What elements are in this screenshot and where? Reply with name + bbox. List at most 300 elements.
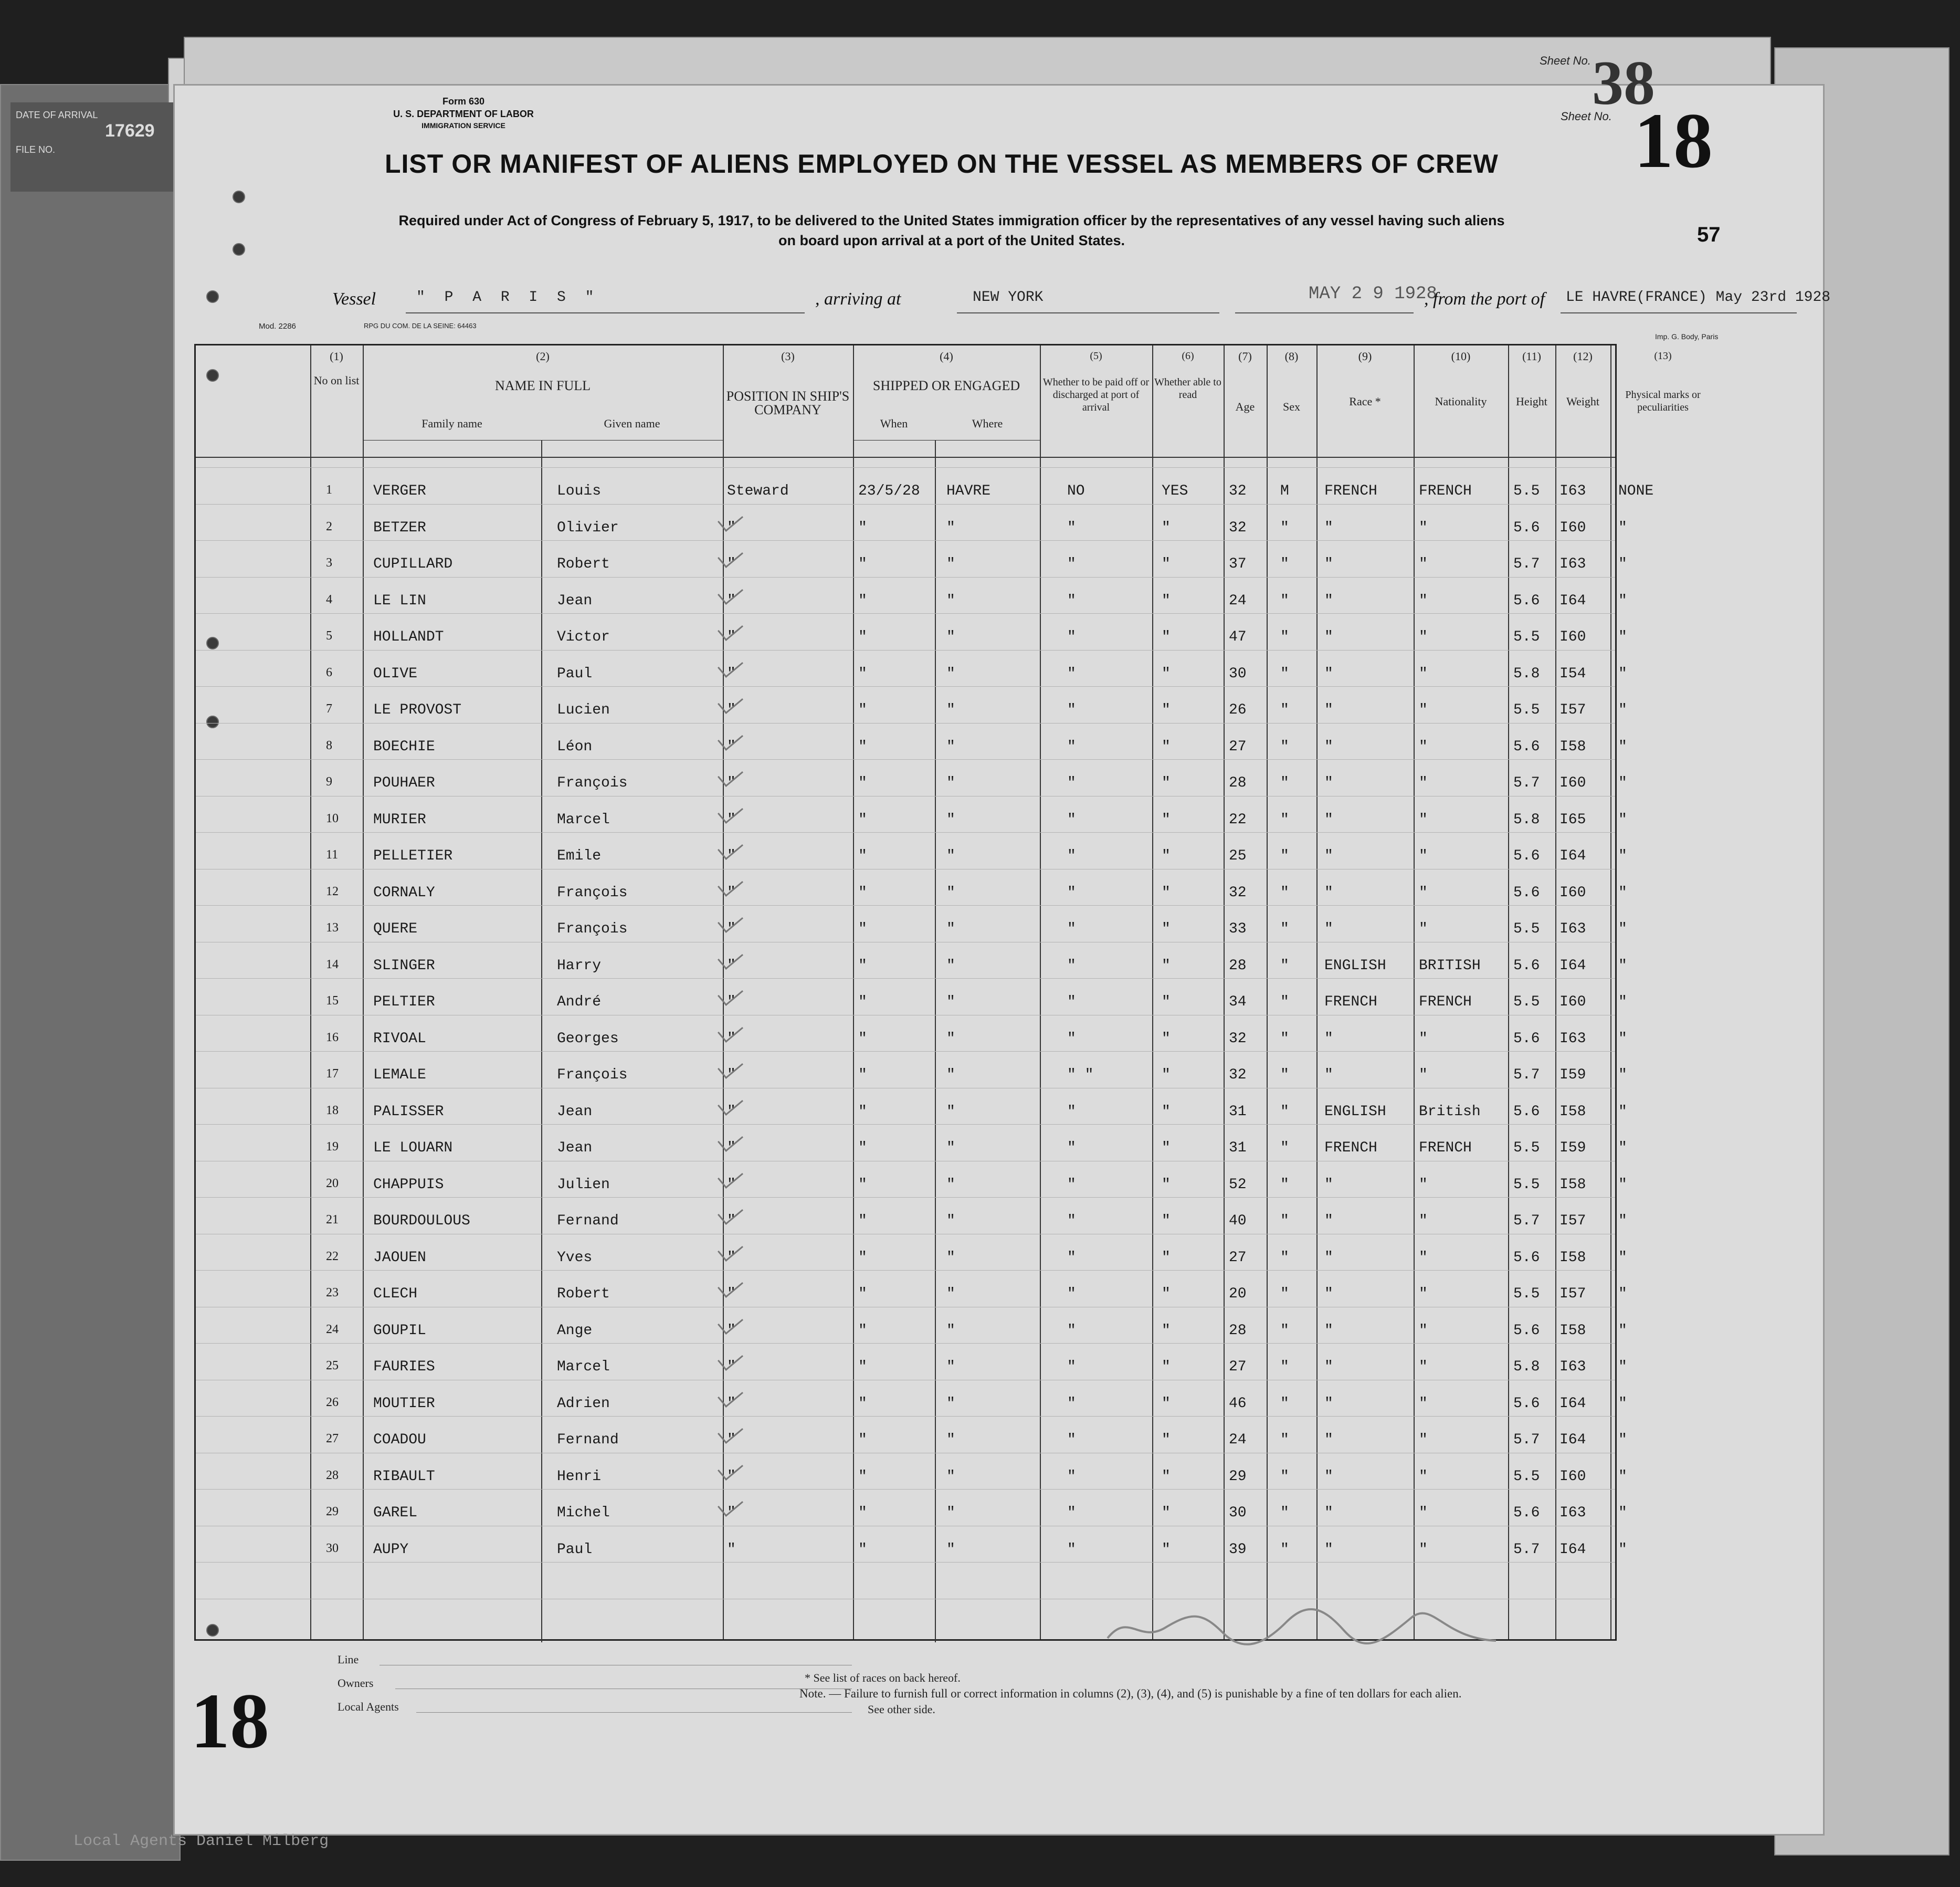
cell-paid: " [1067,738,1076,755]
cell-nationality: " [1419,811,1428,828]
cell-race: " [1324,921,1333,937]
cell-race: " [1324,1030,1333,1047]
cell-race: " [1324,1067,1333,1083]
cell-where: " [946,1468,955,1485]
cell-no: 26 [326,1395,339,1409]
cell-age: 31 [1229,1103,1247,1120]
cell-when: " [858,1505,867,1521]
cell-marks: " [1618,1432,1627,1448]
cell-weight: I58 [1559,738,1586,755]
cell-no: 20 [326,1176,339,1190]
cell-weight: I59 [1559,1067,1586,1083]
cell-age: 27 [1229,738,1247,755]
vessel-row [332,284,1831,316]
cell-no: 6 [326,665,332,679]
cell-read: " [1162,556,1171,572]
cell-family: BETZER [373,519,426,536]
cell-nationality: " [1419,629,1428,645]
stamp-date-label: DATE OF ARRIVAL [16,110,98,120]
cell-paid: " [1067,665,1076,682]
cell-weight: I64 [1559,957,1586,974]
cell-sex: " [1280,629,1289,645]
cell-age: 39 [1229,1541,1247,1558]
cell-height: 5.5 [1513,921,1540,937]
col7-label: Age [1235,400,1255,413]
cell-race: " [1324,1432,1333,1448]
cell-weight: I57 [1559,702,1586,718]
cell-nationality: " [1419,884,1428,901]
cell-age: 30 [1229,1505,1247,1521]
cell-when: " [858,1176,867,1193]
cell-weight: I58 [1559,1249,1586,1266]
cell-no: 27 [326,1432,339,1445]
cell-race: " [1324,702,1333,718]
cell-when: " [858,994,867,1010]
cell-read: " [1162,629,1171,645]
cell-race: FRENCH [1324,994,1377,1010]
cell-position: " [727,1140,736,1156]
cell-nationality: FRENCH [1419,483,1472,499]
cell-given: Jean [557,1140,593,1156]
cell-sex: " [1280,884,1289,901]
cell-paid: " [1067,1249,1076,1266]
cell-read: " [1162,519,1171,536]
cell-weight: I63 [1559,921,1586,937]
cell-age: 33 [1229,921,1247,937]
cell-race: ENGLISH [1324,1103,1386,1120]
cell-given: Lucien [557,702,610,718]
cell-marks: " [1618,629,1627,645]
cell-height: 5.7 [1513,1432,1540,1448]
cell-weight: I65 [1559,811,1586,828]
col2-header [363,350,723,393]
cell-sex: " [1280,1322,1289,1339]
cell-where: " [946,1103,955,1120]
cell-race: " [1324,1176,1333,1193]
cell-family: LE PROVOST [373,702,462,718]
cell-when: " [858,775,867,791]
col11-num: (11) [1522,350,1541,363]
stamp-file-label: FILE NO. [16,144,56,155]
cell-race: " [1324,1541,1333,1558]
cell-age: 32 [1229,483,1247,499]
cell-nationality: " [1419,1395,1428,1412]
cell-given: Olivier [557,519,619,536]
table-row [196,957,1627,994]
cell-when: " [858,1395,867,1412]
cell-no: 11 [326,848,339,862]
cell-sex: " [1280,811,1289,828]
cell-family: HOLLANDT [373,629,444,645]
service-name: IMMIGRATION SERVICE [421,121,505,130]
cell-paid: " [1067,519,1076,536]
cell-when: " [858,1249,867,1266]
cell-family: PELLETIER [373,848,453,864]
cell-marks: " [1618,1140,1627,1156]
arriving-label: , arriving at [815,289,901,309]
cell-when: " [858,921,867,937]
cell-weight: I63 [1559,1359,1586,1375]
cell-given: François [557,1067,628,1083]
bottom-local-agents: Local Agents Daniel Milberg [73,1832,329,1850]
col1-label: No on list [313,374,360,387]
cell-when: " [858,665,867,682]
cell-height: 5.5 [1513,994,1540,1010]
cell-sex: " [1280,1432,1289,1448]
cell-where: " [946,592,955,609]
cell-age: 34 [1229,994,1247,1010]
cell-paid: " [1067,1432,1076,1448]
cell-family: CHAPPUIS [373,1176,444,1193]
cell-sex: " [1280,1468,1289,1485]
cell-no: 1 [326,483,332,497]
cell-given: Marcel [557,1359,610,1375]
cell-race: " [1324,1359,1333,1375]
cell-nationality: " [1419,1322,1428,1339]
cell-age: 40 [1229,1213,1247,1229]
cell-position: " [727,1103,736,1120]
cell-no: 28 [326,1468,339,1482]
cell-race: " [1324,1322,1333,1339]
cell-when: " [858,884,867,901]
cell-sex: " [1280,1541,1289,1558]
cell-read: " [1162,1286,1171,1302]
cell-age: 27 [1229,1359,1247,1375]
form-number: Form 630 [442,96,485,107]
cell-height: 5.5 [1513,1468,1540,1485]
cell-paid: " [1067,848,1076,864]
cell-sex: " [1280,1249,1289,1266]
when-header: When [880,417,908,430]
cell-height: 5.6 [1513,1103,1540,1120]
cell-family: CORNALY [373,884,435,901]
cell-where: " [946,848,955,864]
cell-sex: " [1280,848,1289,864]
cell-nationality: " [1419,921,1428,937]
cell-height: 5.5 [1513,1286,1540,1302]
cell-given: Michel [557,1505,610,1521]
cell-given: Robert [557,556,610,572]
cell-read: " [1162,1395,1171,1412]
cell-paid: " [1067,994,1076,1010]
cell-nationality: " [1419,775,1428,791]
cell-race: " [1324,1468,1333,1485]
note-fine: Note. — Failure to furnish full or correct information in columns (2), (3), (4), and (5) is punishable by a fine of ten dollars for each alien. [799,1687,1462,1700]
cell-nationality: " [1419,665,1428,682]
cell-given: André [557,994,602,1010]
cell-family: MURIER [373,811,426,828]
cell-marks: " [1618,1395,1627,1412]
cell-race: " [1324,556,1333,572]
cell-position: " [727,1505,736,1521]
cell-read: " [1162,1067,1171,1083]
cell-when: " [858,848,867,864]
cell-marks: " [1618,1030,1627,1047]
cell-given: Marcel [557,811,610,828]
subtitle-line-1: Required under Act of Congress of February 5, 1917, to be delivered to the United States immigration officer by the representatives of any vessel having such aliens [398,213,1505,228]
table-row [196,1030,1627,1067]
cell-marks: " [1618,884,1627,901]
cell-weight: I63 [1559,1505,1586,1521]
cell-race: " [1324,775,1333,791]
cell-height: 5.6 [1513,957,1540,974]
cell-position: " [727,1176,736,1193]
cell-read: " [1162,665,1171,682]
cell-no: 5 [326,629,332,643]
cell-position: " [727,1468,736,1485]
cell-marks: " [1618,1067,1627,1083]
cell-position: " [727,1030,736,1047]
cell-family: QUERE [373,921,418,937]
cell-position: " [727,1067,736,1083]
cell-nationality: " [1419,1067,1428,1083]
cell-race: " [1324,848,1333,864]
cell-weight: I58 [1559,1176,1586,1193]
cell-weight: I58 [1559,1103,1586,1120]
table-row [196,1286,1627,1323]
cell-when: " [858,1468,867,1485]
cell-marks: " [1618,1213,1627,1229]
cell-no: 21 [326,1213,339,1226]
vessel-underline [406,312,805,313]
cell-family: RIVOAL [373,1030,426,1047]
table-row [196,1541,1627,1578]
cell-given: Julien [557,1176,610,1193]
cell-read: " [1162,1030,1171,1047]
table-row [196,556,1627,593]
cell-where: " [946,519,955,536]
cell-read: " [1162,592,1171,609]
cell-marks: " [1618,1322,1627,1339]
cell-when: " [858,1286,867,1302]
cell-no: 18 [326,1103,339,1117]
col13-header-text [1610,350,1715,414]
manifest-subtitle [280,211,1624,250]
cell-read: " [1162,1359,1171,1375]
cell-paid: NO [1067,483,1085,499]
cell-sex: " [1280,1140,1289,1156]
footer-line-label: Line [338,1653,359,1666]
cell-position: " [727,1213,736,1229]
subtitle-line-2: on board upon arrival at a port of the United States. [778,233,1125,248]
cell-when: " [858,702,867,718]
cell-height: 5.6 [1513,1395,1540,1412]
cell-family: VERGER [373,483,426,499]
cell-paid: " [1067,957,1076,974]
cell-age: 52 [1229,1176,1247,1193]
table-row [196,483,1654,520]
cell-no: 14 [326,957,339,971]
cell-no: 12 [326,884,339,898]
table-row [196,592,1627,630]
cell-when: 23/5/28 [858,483,920,499]
cell-race: " [1324,1505,1333,1521]
department-name: U. S. DEPARTMENT OF LABOR [393,109,534,119]
cell-marks: " [1618,811,1627,828]
cell-weight: I60 [1559,1468,1586,1485]
cell-no: 30 [326,1541,339,1555]
cell-family: BOECHIE [373,738,435,755]
col1-num: (1) [330,350,343,363]
cell-age: 24 [1229,592,1247,609]
stamp-number: 17629 [105,121,155,141]
col6-header [1152,350,1224,401]
crew-manifest-table [194,344,1701,1641]
col2-num: (2) [536,350,550,363]
cell-race: " [1324,884,1333,901]
cell-when: " [858,556,867,572]
cell-when: " [858,1541,867,1558]
cell-family: LEMALE [373,1067,426,1083]
cell-read: " [1162,1213,1171,1229]
cell-marks: " [1618,702,1627,718]
cell-paid: " [1067,702,1076,718]
col9-num: (9) [1358,350,1372,363]
cell-given: Georges [557,1030,619,1047]
cell-no: 29 [326,1505,339,1518]
cell-where: " [946,1322,955,1339]
col10-header [1414,350,1508,408]
cell-given: François [557,921,628,937]
col11-header [1508,350,1555,408]
cell-age: 32 [1229,1067,1247,1083]
table-row [196,1176,1627,1213]
cell-age: 27 [1229,1249,1247,1266]
cell-read: " [1162,1176,1171,1193]
cell-given: Henri [557,1468,602,1485]
cell-race: " [1324,665,1333,682]
family-name-header: Family name [421,417,482,430]
cell-nationality: " [1419,556,1428,572]
cell-age: 47 [1229,629,1247,645]
cell-when: " [858,1030,867,1047]
cell-weight: I63 [1559,483,1586,499]
col3-label: POSITION IN SHIP'S COMPANY [726,389,850,417]
cell-height: 5.6 [1513,1505,1540,1521]
cell-given: Victor [557,629,610,645]
col10-label: Nationality [1435,395,1487,408]
cell-height: 5.5 [1513,702,1540,718]
cell-family: PALISSER [373,1103,444,1120]
cell-where: " [946,1541,955,1558]
cell-weight: I58 [1559,1322,1586,1339]
cell-where: " [946,629,955,645]
cell-given: François [557,884,628,901]
cell-height: 5.7 [1513,1541,1540,1558]
cell-read: " [1162,702,1171,718]
punch-hole [233,191,245,203]
cell-nationality: " [1419,1286,1428,1302]
cell-age: 31 [1229,1140,1247,1156]
cell-sex: " [1280,1067,1289,1083]
from-label: , from the port of [1424,289,1545,309]
cell-read: " [1162,1322,1171,1339]
cell-weight: I57 [1559,1286,1586,1302]
cell-where: " [946,738,955,755]
registry-text: RPG DU COM. DE LA SEINE: 64463 [364,322,477,330]
cell-race: " [1324,1286,1333,1302]
cell-height: 5.6 [1513,1322,1540,1339]
cell-height: 5.6 [1513,1030,1540,1047]
cell-position: Steward [727,483,789,499]
note-races: * See list of races on back hereof. [805,1671,961,1684]
table-row [196,775,1627,812]
cell-read: " [1162,1505,1171,1521]
left-stamp [10,102,173,192]
cell-marks: NONE [1618,483,1654,499]
cell-age: 28 [1229,1322,1247,1339]
mod-number: Mod. 2286 [259,322,296,331]
cell-race: FRENCH [1324,483,1377,499]
cell-sex: " [1280,702,1289,718]
cell-paid: " [1067,1140,1076,1156]
cell-where: " [946,1140,955,1156]
cell-paid: " [1067,884,1076,901]
cell-when: " [858,1432,867,1448]
cell-sex: " [1280,1103,1289,1120]
cell-given: Paul [557,1541,593,1558]
cell-age: 29 [1229,1468,1247,1485]
arrival-date-stamp: MAY 2 9 1928 [1309,284,1437,304]
cell-given: Paul [557,665,593,682]
cell-height: 5.6 [1513,884,1540,901]
cell-no: 3 [326,556,332,570]
cell-sex: " [1280,1395,1289,1412]
cell-age: 20 [1229,1286,1247,1302]
cell-marks: " [1618,775,1627,791]
cell-height: 5.7 [1513,775,1540,791]
cell-given: Louis [557,483,602,499]
row-rule [196,467,1615,468]
cell-weight: I60 [1559,519,1586,536]
vessel-name: " P A R I S " [416,289,599,306]
cell-where: HAVRE [946,483,991,499]
cell-marks: " [1618,665,1627,682]
cell-where: " [946,957,955,974]
cell-where: " [946,994,955,1010]
cell-marks: " [1618,848,1627,864]
cell-family: JAOUEN [373,1249,426,1266]
cell-paid: " [1067,1395,1076,1412]
cell-read: " [1162,1103,1171,1120]
where-header: Where [972,417,1003,430]
cell-position: " [727,519,736,536]
cell-weight: I64 [1559,1432,1586,1448]
cell-position: " [727,1395,736,1412]
cell-position: " [727,738,736,755]
cell-where: " [946,1213,955,1229]
col6-label: Whether able to read [1154,376,1221,401]
underlying-sheet-left [0,84,181,1861]
table-row [196,1359,1627,1396]
cell-sex: " [1280,738,1289,755]
col5-label: Whether to be paid off or discharged at port of arrival [1042,376,1150,413]
cell-height: 5.5 [1513,1140,1540,1156]
bottom-sheet-number: 18 [191,1678,269,1765]
col5-num: (5) [1090,350,1102,362]
shipped-subheader-divider [853,440,1040,441]
table-row [196,1395,1627,1432]
col8-header [1267,350,1316,414]
cell-family: CLECH [373,1286,418,1302]
cell-position: " [727,1432,736,1448]
cell-where: " [946,1286,955,1302]
table-row [196,884,1627,921]
cell-weight: I64 [1559,592,1586,609]
cell-paid: " [1067,556,1076,572]
cell-height: 5.7 [1513,556,1540,572]
cell-position: " [727,1286,736,1302]
